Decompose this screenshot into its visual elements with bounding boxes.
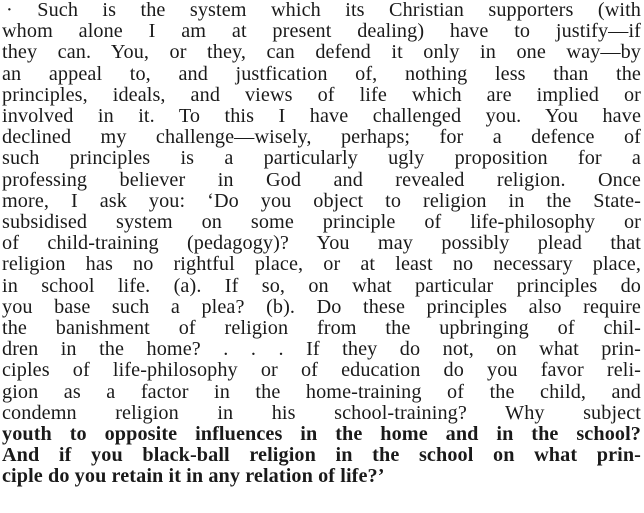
text-line: you base such a plea? (b). Do these principles also require [2, 296, 641, 318]
text-line: such principles is a particularly ugly proposition for a [2, 147, 641, 169]
text-line: gion as a factor in the home-training of the child, and [2, 381, 641, 403]
text-line: they can. You, or they, can defend it only in one way—by [2, 41, 641, 63]
text-line: professing believer in God and revealed religion. Once [2, 169, 641, 191]
text-line: youth to opposite influences in the home and in the school? [2, 423, 641, 445]
text-line: principles, ideals, and views of life which are implied or [2, 84, 641, 106]
text-line: of child-training (pedagogy)? You may possibly plead that [2, 232, 641, 254]
text-line: whom alone I am at present dealing) have to justify—if [2, 20, 641, 42]
text-line: condemn religion in his school-training? Why subject [2, 402, 641, 424]
text-line: religion has no rightful place, or at least no necessary place, [2, 253, 641, 275]
text-line: And if you black-ball religion in the school on what prin- [2, 444, 641, 466]
text-line: an appeal to, and justfication of, nothing less than the [2, 63, 641, 85]
text-line: more, I ask you: ‘Do you object to religion in the State- [2, 190, 641, 212]
text-line: the banishment of religion from the upbringing of chil- [2, 317, 641, 339]
text-line: in school life. (a). If so, on what particular principles do [2, 275, 641, 297]
text-line: dren in the home? . . . If they do not, on what prin- [2, 338, 641, 360]
text-line: ciples of life-philosophy or of education do you favor reli- [2, 359, 641, 381]
text-line: ciple do you retain it in any relation of life?’ [2, 465, 385, 487]
text-line: subsidised system on some principle of life-philosophy or [2, 211, 641, 233]
text-line: · Such is the system which its Christian supporters (with [6, 0, 641, 21]
text-line: declined my challenge—wisely, perhaps; for a defence of [2, 126, 641, 148]
text-line: involved in it. To this I have challenged you. You have [2, 105, 641, 127]
